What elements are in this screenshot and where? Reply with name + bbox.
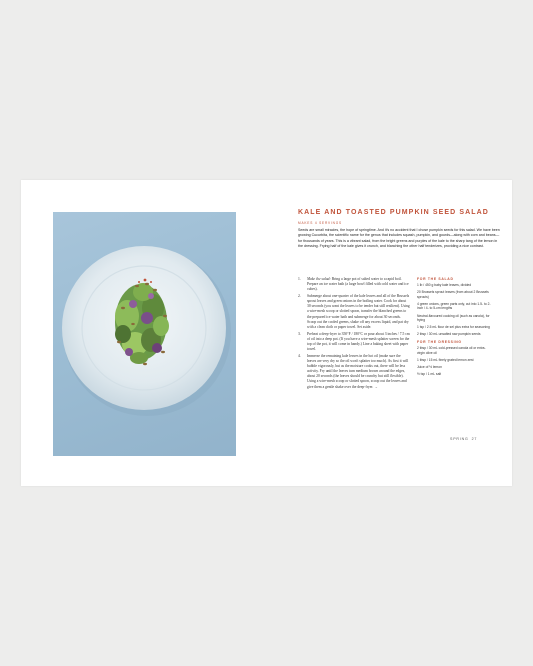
salad-illustration [53, 212, 236, 456]
ingredient-item: 1 tbsp / 15 mL finely grated lemon zest [417, 357, 474, 362]
book-spread [21, 180, 512, 486]
step-text: Submerge about one-quarter of the kale leaves and all of the Brussels sprout leaves and green onions in the boiling water. Cook for about 30 seconds (you want the leaves to be tender but still resilient). Using a wire-mesh scoop or slotted spoon, transfer the blanched greens to the prepared ice water bath and submerge for about 30 seconds. Scoop out the cooled greens, shake off any excess liquid, and pat dry with a clean cloth or paper towel. Set aside. [307, 293, 410, 329]
ingredient-item: Neutral-flavoured cooking oil (such as canola), for frying [417, 313, 490, 323]
method-step [298, 354, 410, 390]
page-folio [450, 437, 477, 441]
ingredient-item: 4 green onions, green parts only, cut into 1.5- to 2-inch / 4- to 5-cm lengths [417, 301, 491, 311]
method-steps [298, 277, 410, 391]
ingredient-list [417, 277, 493, 379]
ingredient-item: Juice of ½ lemon [417, 364, 442, 369]
step-number: 2. [298, 293, 301, 298]
method-step [298, 332, 410, 353]
ingredient-item: ½ tsp / 1 mL salt [417, 371, 442, 376]
step-lead: Make the salad: [307, 277, 331, 281]
step-text: Preheat a deep-fryer to 350°F / 180°C or pour about 3 inches / 7.5 cm of oil into a deep pot. (If you have a wire-mesh splatter screen for the top of the pot, it will come in handy.) Line a baking sheet with paper towel. [307, 331, 410, 352]
recipe-title: KALE AND TOASTED PUMPKIN SEED SALAD [298, 209, 489, 216]
step-number: 1. [298, 277, 301, 281]
step-text: Immerse the remaining kale leaves in the hot oil (make sure the leaves are very dry so the oil won't splatter too much). As first it will bubble vigorously, but as the moisture cooks out, there will be less activity. Fry until the leaves turn medium brown around the edges, about 20 seconds (the leaves should be crunchy but still flexible). Using a wire-mesh scoop or slotted spoon, scoop out the leaves and give them a gentle shake over the deep-fryer. → [307, 353, 409, 389]
step-number: 4. [298, 353, 301, 358]
ingredient-item: 1 lb / 450 g baby kale leaves, divided [417, 283, 472, 288]
dressing-ingredients-heading: FOR THE DRESSING [417, 339, 462, 344]
method-step [298, 294, 410, 330]
ingredient-item: 1 tsp / 2.5 mL flour de sel plus extra for seasoning [417, 325, 490, 330]
page-number: 27 [471, 437, 478, 441]
ingredient-item: 20 Brussels sprout leaves (from about 2 Brussels sprouts) [417, 290, 489, 299]
step-number: 3. [298, 331, 301, 336]
recipe-intro: Seeds are small miracles, the hope of springtime. And it's no accident that I chose pumpkin seeds for this salad. We have been growing Cucurbita, the scientific name for the genus that includes squash, pumpkin, and gourds—along with corn and beans—for thousands of years. This is a vibrant salad, from the bright greens and purples of the kale to the sharp tang of the lemon in the dressing. Frying half of the kale gives it crunch, and blanching the other half tenderizes, providing a nice contrast. [298, 228, 500, 248]
recipe-serves: MAKES 4 SERVINGS [298, 221, 342, 225]
method-step [298, 277, 410, 292]
ingredient-item: 2 tbsp / 30 mL unsalted raw pumpkin seeds [417, 332, 481, 337]
ingredient-item: 2 tbsp / 30 mL cold-pressed canola oil or extra-virgin olive oil [417, 346, 486, 355]
folio-section: SPRING [450, 437, 469, 441]
salad-photo [53, 212, 236, 456]
step-text: Bring a large pot of salted water to a rapid boil. Prepare an ice water bath (a large bowl filled with cold water and ice cubes). [307, 277, 409, 292]
salad-ingredients-heading: FOR THE SALAD [417, 277, 454, 281]
